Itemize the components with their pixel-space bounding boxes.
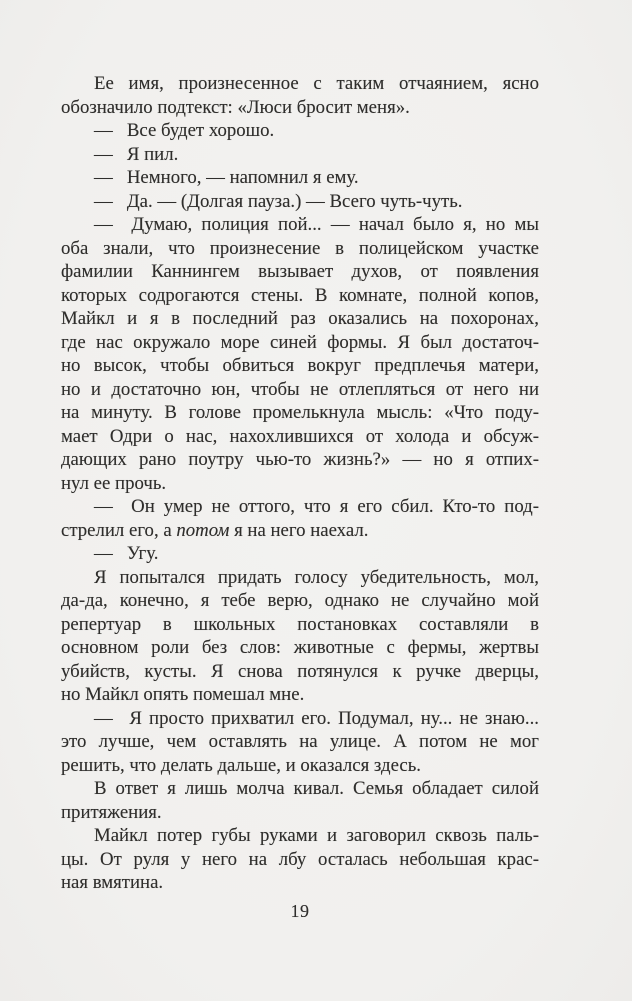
text-run: я на него наехал. [229, 519, 369, 541]
text-run: где нас окружало море синей формы. Я был достаточ- [61, 331, 539, 353]
text-line [61, 589, 539, 613]
text-run: на минуту. В голове промелькнула мысль: «Что поду- [61, 402, 539, 423]
text-run: это лучше, чем оставлять на улице. А потом не мог [61, 731, 539, 752]
text-line [61, 824, 539, 848]
text-run: — Я просто прихватил его. Подумал, ну... не знаю... [94, 707, 539, 729]
text-run: — Угу. [94, 543, 159, 564]
text-line [61, 143, 539, 167]
paragraph [61, 707, 539, 778]
text-run: цы. От руля у него на лбу осталась небольшая крас- [61, 848, 539, 870]
paragraph [61, 777, 539, 824]
text-run: притяжения. [61, 801, 162, 823]
paragraph [61, 190, 539, 214]
text-line [61, 566, 539, 590]
text-line [61, 260, 539, 284]
text-line [61, 378, 539, 402]
text-line [61, 190, 539, 214]
text-line [61, 707, 539, 731]
paragraph [61, 213, 539, 495]
text-line [61, 801, 539, 825]
text-run: Я попытался придать голосу убедительность, мол, [94, 566, 539, 588]
text-line [61, 96, 539, 120]
text-line [61, 72, 539, 96]
text-line [61, 683, 539, 707]
text-run: — Он умер не оттого, что я его сбил. Кто-то под- [94, 496, 539, 517]
text-run: оба знали, что произнесение в полицейском участке [61, 237, 539, 259]
text-line [61, 213, 539, 237]
page-number: 19 [290, 901, 310, 921]
text-run: мает Одри о нас, нахохлившихся от холода и обсуж- [61, 425, 539, 447]
text-run: Майкл потер губы руками и заговорил сквозь паль- [94, 825, 539, 846]
text-line [61, 119, 539, 143]
text-line [61, 448, 539, 472]
text-run: но высок, чтобы обвиться вокруг предплечья матери, [61, 355, 539, 376]
text-run: нул ее прочь. [61, 472, 167, 494]
text-line [61, 237, 539, 261]
text-line [61, 425, 539, 449]
text-run: В ответ я лишь молча кивал. Семья обладает силой [94, 778, 539, 799]
text-line [61, 777, 539, 801]
text-line [61, 660, 539, 684]
paragraph [61, 542, 539, 566]
page-text [61, 72, 539, 895]
text-line [61, 730, 539, 754]
text-run: стрелил его, а [61, 519, 177, 541]
text-run: которых содрогаются стены. В комнате, полной копов, [61, 284, 539, 306]
text-run: репертуар в школьных постановках составляли в [61, 613, 539, 635]
text-line [61, 354, 539, 378]
text-run: обозначило подтекст: «Люси бросит меня». [61, 96, 410, 118]
text-line [61, 401, 539, 425]
text-run: ная вмятина. [61, 872, 164, 893]
text-run: — Думаю, полиция пой... — начал было я, но мы [94, 214, 539, 235]
text-line [61, 495, 539, 519]
text-run: дающих рано поутру чью-то жизнь?» — но я отпих- [61, 449, 539, 470]
text-line [61, 871, 539, 895]
text-run: основном роли без слов: животные с фермы, жертвы [61, 637, 539, 658]
paragraph [61, 119, 539, 143]
text-line [61, 636, 539, 660]
text-run: Ее имя, произнесенное с таким отчаянием, ясно [94, 73, 539, 94]
paragraph [61, 495, 539, 542]
paragraph [61, 824, 539, 895]
text-run: да-да, конечно, я тебе верю, однако не случайно мой [61, 590, 539, 611]
text-line [61, 848, 539, 872]
text-run: но Майкл опять помешал мне. [61, 684, 305, 705]
text-run: — Все будет хорошо. [94, 120, 275, 141]
text-line [61, 307, 539, 331]
text-line [61, 754, 539, 778]
text-line [61, 542, 539, 566]
paragraph [61, 72, 539, 119]
paragraph [61, 166, 539, 190]
text-run: — Немного, — напомнил я ему. [94, 167, 359, 188]
text-run: убийств, кусты. Я снова потянулся к ручке дверцы, [61, 660, 539, 682]
text-line [61, 166, 539, 190]
text-line [61, 472, 539, 496]
text-run: — Я пил. [94, 143, 179, 165]
text-line [61, 613, 539, 637]
paragraph [61, 143, 539, 167]
text-run: фамилии Каннингем вызывает духов, от появления [61, 261, 539, 282]
text-run: Майкл и я в последний раз оказались на похоронах, [61, 308, 539, 329]
text-line [61, 519, 539, 543]
italic-text-run: потом [176, 519, 230, 541]
text-run: но и достаточно юн, чтобы не отлепляться от него ни [61, 378, 539, 400]
paragraph [61, 566, 539, 707]
text-run: решить, что делать дальше, и оказался здесь. [61, 754, 421, 776]
text-run: — Да. — (Долгая пауза.) — Всего чуть-чуть. [94, 190, 463, 212]
text-line [61, 331, 539, 355]
text-line [61, 284, 539, 308]
